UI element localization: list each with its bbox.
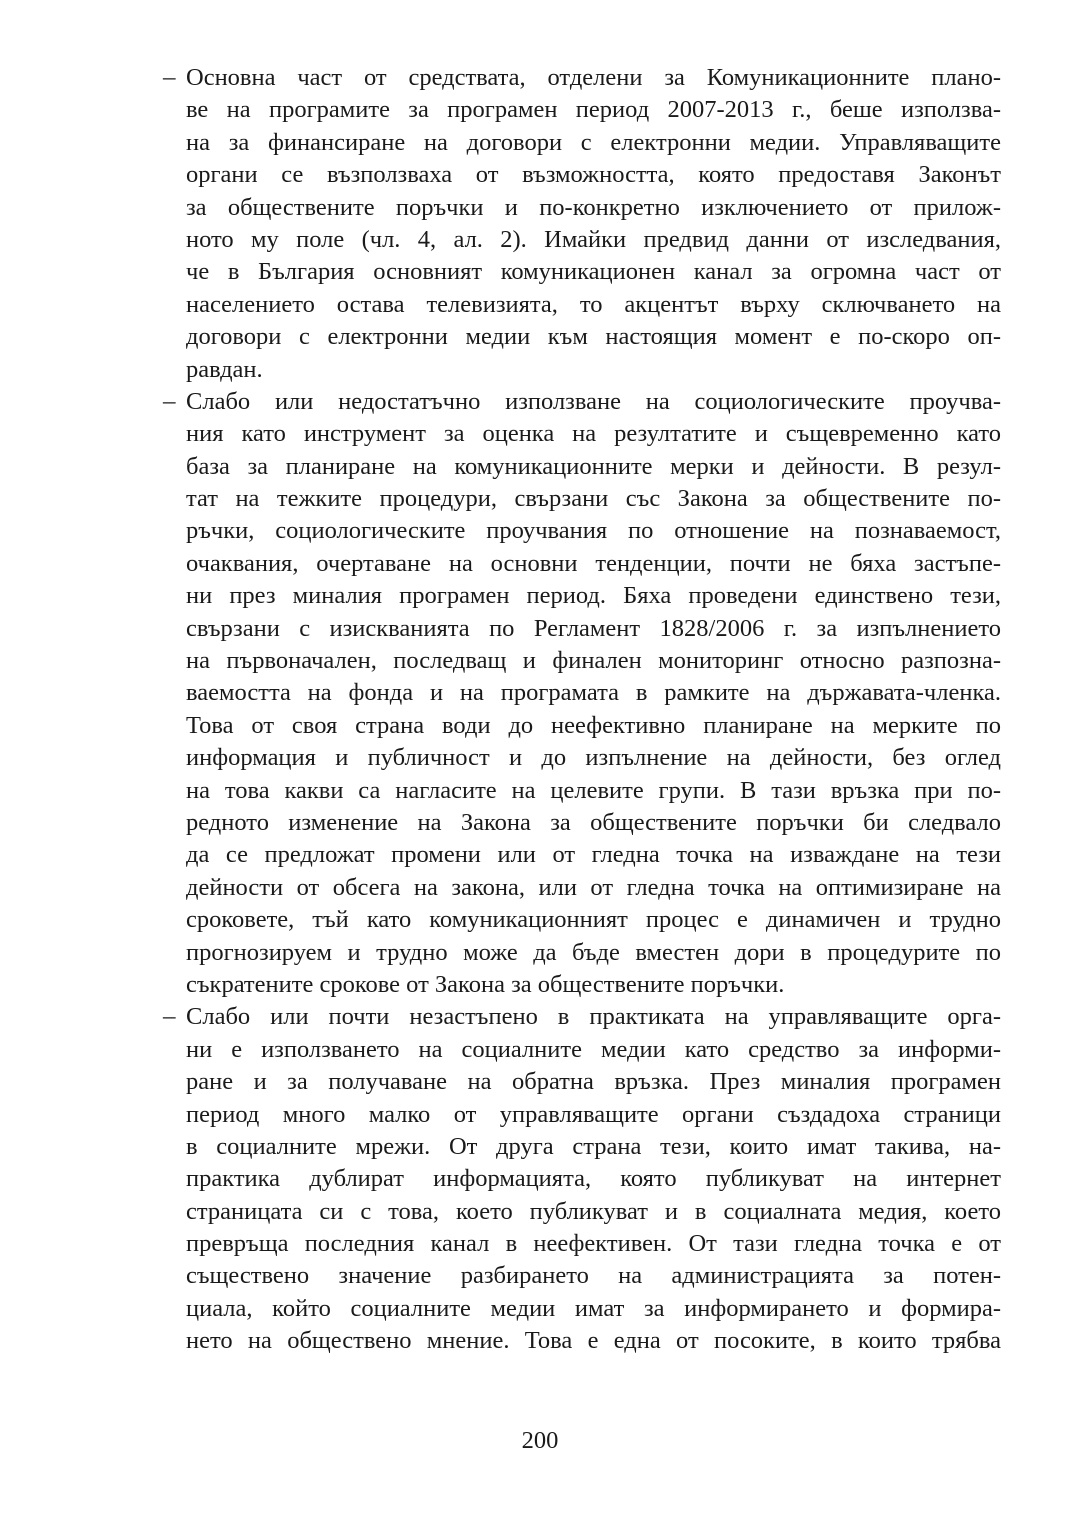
text-line: договори с електронни медии към настоящия момент е по-скоро оп- [186, 323, 1001, 351]
text-line: очаквания, очертаване на основни тенденции, почти не бяха застъпе- [186, 549, 1001, 577]
bullet-dash: – [163, 1003, 176, 1031]
text-line: превръща последния канал в неефективен. От тази гледна точка е от [186, 1230, 1001, 1258]
text-line: да се предложат промени или от гледна точка на изваждане на тези [186, 841, 1001, 869]
text-line: прогнозируем и трудно може да бъде вместен дори в процедурите по [186, 938, 1001, 966]
text-line: база за планиране на комуникационните мерки и дейности. В резул- [186, 452, 1001, 480]
text-line: равдан. [186, 355, 263, 383]
text-line: на това какви са нагласите на целевите групи. В тази връзка при по- [186, 776, 1001, 804]
text-line: Слабо или недостатъчно използване на социологическите проучва- [186, 387, 1001, 415]
text-line: свързани с изискванията по Регламент 1828/2006 г. за изпълнението [186, 614, 1001, 642]
list-item [163, 386, 1001, 1001]
bullet-dash: – [163, 387, 176, 415]
text-line: период много малко от управляващите органи създадоха страници [186, 1100, 1001, 1128]
text-line: тат на тежките процедури, свързани със Закона за обществените по- [186, 485, 1001, 513]
text-line: дейности от обсега на закона, или от гледна точка на оптимизиране на [186, 873, 1001, 901]
text-line: редното изменение на Закона за обществените поръчки би следвало [186, 808, 1001, 836]
bullet-dash: – [163, 64, 176, 91]
bullet-list [163, 62, 1001, 1358]
text-line: нето на обществено мнение. Това е една от посоките, в които трябва [186, 1327, 1001, 1355]
text-line: ни е използването на социалните медии като средство за информи- [186, 1035, 1001, 1063]
list-item [163, 62, 1001, 386]
text-line: ране и за получаване на обратна връзка. През миналия програмен [186, 1068, 1001, 1096]
text-line: органи се възползваха от възможността, която предоставя Законът [186, 161, 1001, 189]
text-line: страницата си с това, което публикуват и в социалната медия, което [186, 1197, 1001, 1225]
text-line: в социалните мрежи. От друга страна тези, които имат такива, на- [186, 1132, 1001, 1160]
text-line: информация и публичност и до изпълнение на дейности, без оглед [186, 744, 1001, 772]
text-line: че в България основният комуникационен канал за огромна част от [186, 258, 1001, 286]
text-line: Основна част от средствата, отделени за Комуникационните плано- [186, 64, 1001, 91]
text-line: ния като инструмент за оценка на резултатите и същевременно като [186, 420, 1001, 448]
text-line: съкратените срокове от Закона за обществените поръчки. [186, 970, 785, 998]
text-line: практика дублират информацията, която публикуват на интернет [186, 1165, 1001, 1193]
text-line: ваемостта на фонда и на програмата в рамките на държавата-членка. [186, 679, 1001, 707]
text-line: ното му поле (чл. 4, ал. 2). Имайки предвид данни от изследвания, [186, 225, 1001, 253]
page-number: 200 [521, 1427, 559, 1454]
text-line: ръчки, социологическите проучвания по отношение на познаваемост, [186, 517, 1001, 545]
text-line: циала, който социалните медии имат за информирането и формира- [186, 1294, 1001, 1322]
text-line: Слабо или почти незастъпено в практиката на управляващите орга- [186, 1003, 1001, 1031]
text-line: на за финансиране на договори с електронни медии. Управляващите [186, 128, 1001, 156]
text-line: ни през миналия програмен период. Бяха проведени единствено тези, [186, 582, 1001, 610]
text-line: населението остава телевизията, то акцентът върху сключването на [186, 290, 1001, 318]
text-line: сроковете, тъй като комуникационният процес е динамичен и трудно [186, 906, 1001, 934]
text-line: ве на програмите за програмен период 2007-2013 г., беше използва- [186, 96, 1001, 124]
text-line: за обществените поръчки и по-конкретно изключението от прилож- [186, 193, 1001, 221]
list-item [163, 1001, 1001, 1357]
text-line: Това от своя страна води до неефективно планиране на мерките по [186, 711, 1001, 739]
text-line: на първоначален, последващ и финален мониторинг относно разпозна- [186, 647, 1001, 675]
text-line: съществено значение разбирането на администрацията за потен- [186, 1262, 1001, 1290]
